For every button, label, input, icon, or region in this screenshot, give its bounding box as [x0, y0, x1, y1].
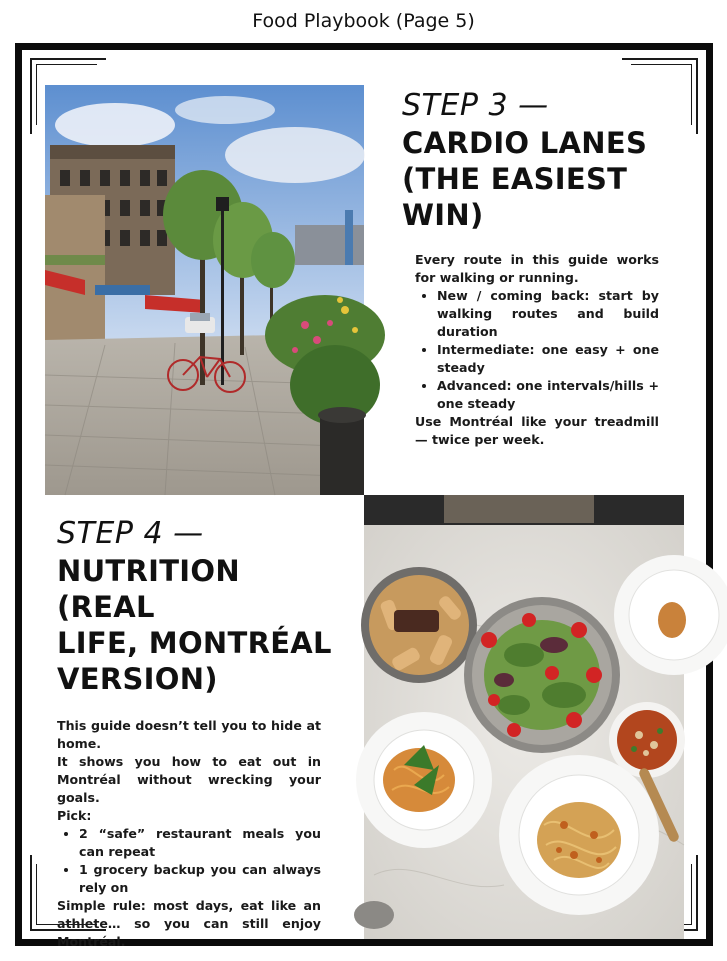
- playbook-page: [22, 50, 706, 949]
- step-4-paragraph: This guide doesn’t tell you to hide at home.: [57, 718, 321, 751]
- step-4-paragraph: It shows you how to eat out in Montréal without wrecking your goals.: [57, 754, 321, 805]
- step-3-heading-line: (THE EASIEST: [402, 162, 628, 196]
- step-3-bullet: • New / coming back: start by walking routes and build duration: [437, 287, 659, 341]
- step-3-body: [415, 251, 659, 449]
- step-4-heading-line: LIFE, MONTRÉAL: [57, 626, 332, 660]
- step-4-outro: Simple rule: most days, eat like an athlete… so you can still enjoy Montréal.: [57, 898, 321, 949]
- step-4-heading: [57, 553, 337, 697]
- step-3-outro: Use Montréal like your treadmill — twice per week.: [415, 414, 659, 447]
- street-illustration: [45, 85, 364, 495]
- step-3-bullet-list: [415, 287, 659, 413]
- step-4-bullet: • 1 grocery backup you can always rely on: [79, 861, 321, 897]
- step-4-label: STEP 4 —: [57, 516, 204, 551]
- step-3-intro: Every route in this guide works for walking or running.: [415, 252, 659, 285]
- step-3-heading-line: WIN): [402, 198, 484, 232]
- montreal-street-photo: [45, 85, 364, 495]
- step-4-body: [57, 717, 321, 951]
- step-4-bullet-list: [57, 825, 321, 897]
- restaurant-dishes-photo: [364, 495, 684, 939]
- step-4-bullet: • 2 “safe” restaurant meals you can repeat: [79, 825, 321, 861]
- step-3-section: [402, 88, 682, 449]
- step-3-bullet: • Intermediate: one easy + one steady: [437, 341, 659, 377]
- food-illustration: [364, 495, 684, 939]
- step-4-heading-line: VERSION): [57, 662, 218, 696]
- document-title: Food Playbook (Page 5): [252, 10, 475, 32]
- step-3-label: STEP 3 —: [402, 88, 549, 123]
- step-4-paragraph: Pick:: [57, 808, 92, 823]
- step-4-section: [57, 516, 337, 951]
- step-4-heading-line: NUTRITION (REAL: [57, 554, 240, 624]
- step-3-bullet: • Advanced: one intervals/hills + one steady: [437, 377, 659, 413]
- step-3-heading: [402, 125, 682, 233]
- step-3-heading-line: CARDIO LANES: [402, 126, 648, 160]
